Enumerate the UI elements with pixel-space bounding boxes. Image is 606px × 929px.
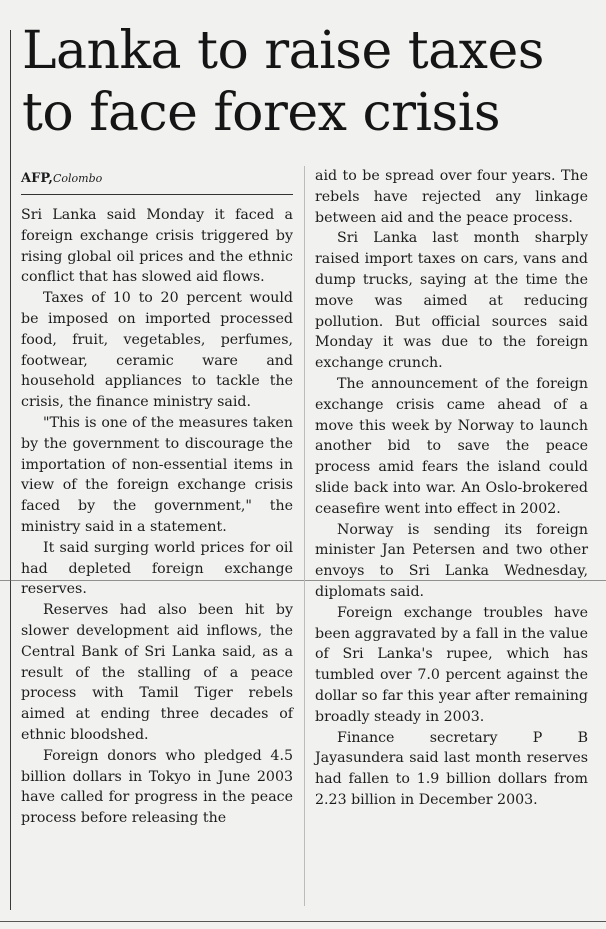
paragraph: "This is one of the measures taken by the government to discourage the importation of non-essential items in view of the foreign exchange crisis faced by the government," the ministry said in a statement. xyxy=(21,414,293,535)
paragraph: Finance secretary P B Jayasundera said last month reserves had fallen to 1.9 billion dollars from 2.23 billion in December 2003. xyxy=(315,729,588,808)
paragraph: The announcement of the foreign exchange crisis came ahead of a move this week by Norway to launch another bid to save the peace process amid fears the island could slide back into war. An Oslo-brokered ceasefire went into effect in 2002. xyxy=(315,375,588,517)
paragraph: It said surging world prices for oil had depleted foreign exchange reserves. xyxy=(21,539,293,598)
paragraph: Foreign exchange troubles have been aggravated by a fall in the value of Sri Lanka's rupee, which has tumbled over 7.0 percent against the dollar so far this year after remaining broadly steady in 2003. xyxy=(315,604,588,725)
paragraph: Norway is sending its foreign minister Jan Petersen and two other envoys to Sri Lanka Wednesday, diplomats said. xyxy=(315,521,588,600)
article-column-right xyxy=(315,166,588,811)
column-divider xyxy=(304,166,305,906)
byline xyxy=(21,170,293,195)
paragraph: aid to be spread over four years. The rebels have rejected any linkage between aid and the peace process. xyxy=(315,168,588,226)
article-column-left xyxy=(21,170,293,829)
paragraph: Sri Lanka said Monday it faced a foreign exchange crisis triggered by rising global oil prices and the ethnic conflict that has slowed aid flows. xyxy=(21,207,293,286)
paragraph: Taxes of 10 to 20 percent would be imposed on imported processed food, fruit, vegetables, perfumes, footwear, ceramic ware and household appliances to tackle the crisis, the finance ministry said. xyxy=(21,290,293,411)
bottom-border-rule xyxy=(0,921,606,922)
byline-dateline: Colombo xyxy=(52,172,103,185)
paragraph: Reserves had also been hit by slower development aid inflows, the Central Bank of Sri Lanka said, as a result of the stalling of a peace process with Tamil Tiger rebels aimed at ending three decades of ethnic bloodshed. xyxy=(21,602,293,743)
byline-agency: AFP, xyxy=(21,171,53,186)
left-border-rule xyxy=(10,30,11,910)
paragraph: Foreign donors who pledged 4.5 billion dollars in Tokyo in June 2003 have called for progress in the peace process before releasing the xyxy=(21,747,293,827)
headline: Lanka to raise taxes to face forex crisis xyxy=(22,21,544,143)
paragraph: Sri Lanka last month sharply raised import taxes on cars, vans and dump trucks, saying at the time the move was aimed at reducing pollution. But official sources said Monday it was due to the foreign exchange crunch. xyxy=(315,230,588,372)
